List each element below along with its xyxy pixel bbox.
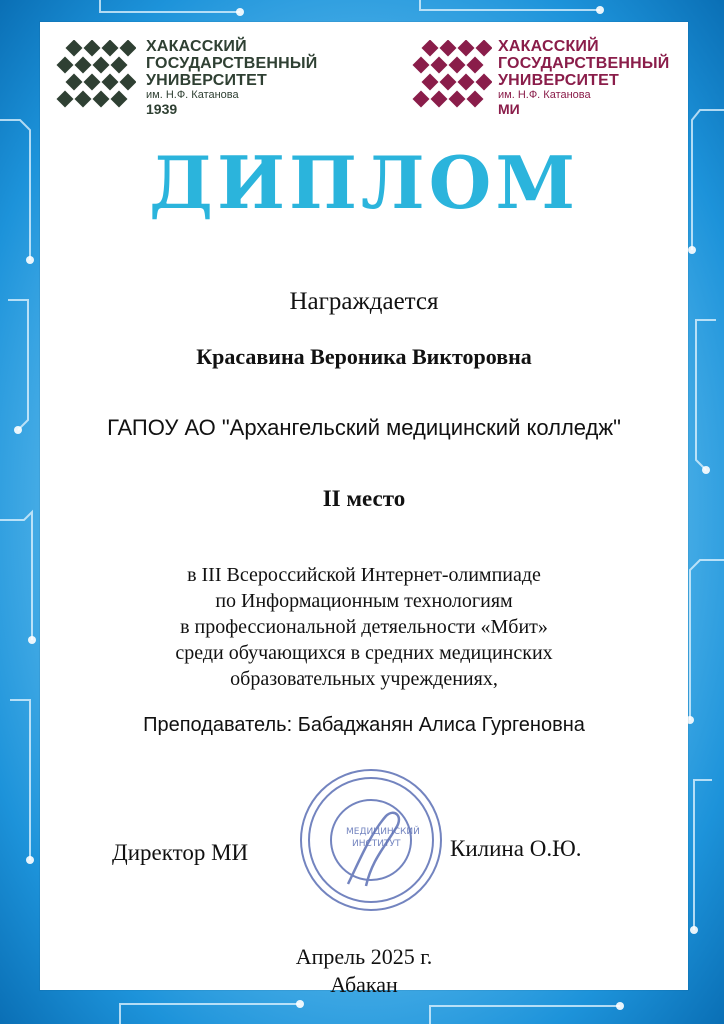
place-award: II место bbox=[322, 486, 406, 511]
svg-text:МЕДИЦИНСКИЙ: МЕДИЦИНСКИЙ bbox=[346, 827, 420, 837]
director-title: Директор МИ bbox=[112, 840, 249, 865]
logo-right-subtitle: им. Н.Ф. Катанова bbox=[498, 89, 591, 101]
recipient-name: Красавина Вероника Викторовна bbox=[196, 344, 532, 369]
official-stamp-icon bbox=[286, 764, 456, 914]
logo-left-year: 1939 bbox=[146, 101, 178, 117]
issue-date: Апрель 2025 г. bbox=[295, 944, 433, 969]
description-line-4: среди обучающихся в средних медицинских bbox=[175, 642, 553, 664]
description-line-5: образовательных учреждениях, bbox=[230, 668, 498, 690]
svg-text:ИНСТИТУТ: ИНСТИТУТ bbox=[352, 839, 401, 849]
diploma-sheet bbox=[40, 22, 688, 997]
organization-name: ГАПОУ АО "Архангельский медицинский колледж" bbox=[107, 415, 621, 440]
logo-right-text bbox=[498, 38, 669, 117]
logo-left-line-3: УНИВЕРСИТЕТ bbox=[146, 72, 267, 89]
description-line-2: по Информационным технологиям bbox=[215, 590, 513, 612]
logo-left-text bbox=[146, 38, 317, 117]
logo-left-line-2: ГОСУДАРСТВЕННЫЙ bbox=[146, 55, 318, 72]
university-logo-right bbox=[410, 34, 690, 118]
teacher-name: Преподаватель: Бабаджанян Алиса Гургеновна bbox=[143, 714, 585, 736]
logo-right-line-1: ХАКАССКИЙ bbox=[498, 38, 599, 55]
description-line-3: в профессиональной детяельности «Мбит» bbox=[180, 616, 548, 638]
diamond-grid-logo-icon bbox=[410, 40, 492, 118]
diamond-grid-logo-icon bbox=[54, 40, 136, 118]
logo-left-subtitle: им. Н.Ф. Катанова bbox=[146, 89, 239, 101]
university-logo-left bbox=[54, 34, 344, 118]
competition-description bbox=[40, 562, 688, 692]
signer-name: Килина О.Ю. bbox=[450, 836, 582, 861]
description-line-1: в III Всероссийской Интернет-олимпиаде bbox=[187, 564, 541, 586]
logo-right-year: МИ bbox=[498, 101, 520, 117]
logo-right-line-2: ГОСУДАРСТВЕННЫЙ bbox=[498, 55, 670, 72]
logo-right-line-3: УНИВЕРСИТЕТ bbox=[498, 72, 619, 89]
awarded-label: Награждается bbox=[289, 288, 439, 315]
issue-city: Абакан bbox=[330, 972, 398, 997]
logo-left-line-1: ХАКАССКИЙ bbox=[146, 38, 247, 55]
diploma-title: ДИПЛОМ bbox=[148, 140, 580, 225]
